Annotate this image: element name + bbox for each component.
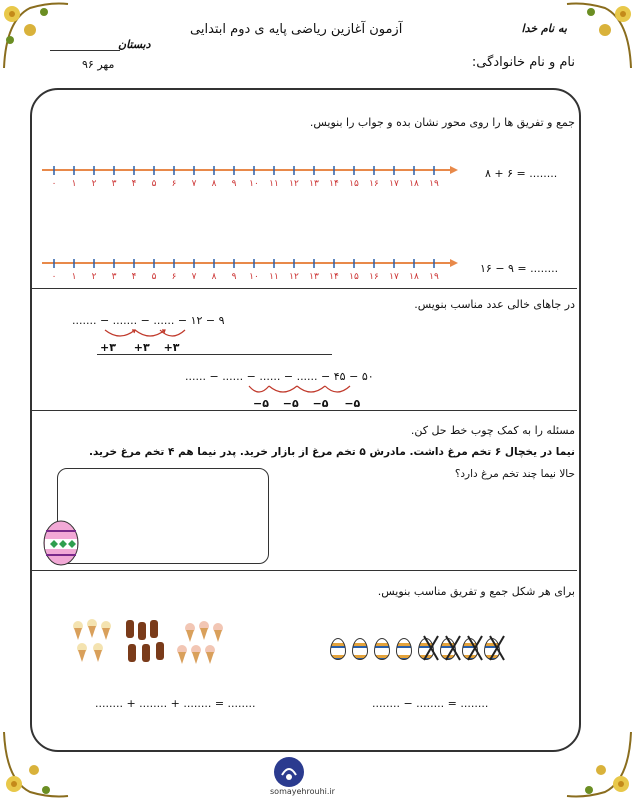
cross-out-marks [422, 634, 506, 662]
number-line-label: ۴ [131, 272, 137, 282]
number-line-label: ۴ [131, 179, 137, 189]
floral-corner-top-left [0, 0, 70, 70]
separator-line [97, 354, 332, 355]
number-line-label: ۱۸ [409, 272, 419, 282]
egg-icon [396, 638, 412, 660]
number-line-label: ۱۴ [329, 179, 339, 189]
step-label: −۵ [253, 397, 269, 410]
section4-instruction: برای هر شکل جمع و تفریق مناسب بنویس. [377, 585, 575, 598]
number-line-label: ۱۲ [289, 179, 299, 189]
number-line-label: ۵ [151, 272, 157, 282]
number-line-label: ۱۵ [349, 179, 359, 189]
number-line-label: ۳ [111, 179, 117, 189]
divider-2 [32, 410, 577, 411]
number-line-label: ۱۷ [389, 272, 399, 282]
equation-1: ۸ + ۶ = ........ [485, 167, 558, 180]
step-label: +۳ [100, 341, 116, 354]
number-line-label: ۱۹ [429, 179, 439, 189]
number-line-label: ۱ [71, 179, 77, 189]
number-line-label: ۹ [231, 272, 237, 282]
number-line-label: ۱۸ [409, 179, 419, 189]
number-line-label: ۱۰ [249, 272, 259, 282]
sequence-1: ۹ − ۱۲ − ...... − ....... − ....... [72, 314, 225, 327]
school-label: دبستان [118, 38, 151, 51]
easter-egg-icon [42, 515, 80, 567]
floral-corner-top-right [565, 0, 635, 70]
egg-icon [374, 638, 390, 660]
exam-date: مهر ۹۶ [82, 58, 115, 71]
number-line-label: ۱۶ [369, 272, 379, 282]
divider-3 [32, 570, 577, 571]
website-url[interactable]: somayehrouhi.ir [270, 787, 335, 796]
step-label: +۳ [133, 341, 150, 354]
sequence-2: ۵۰ − ۴۵ − ...... − ...... − ...... − ...... [185, 370, 374, 383]
number-line-label: ۱۱ [269, 179, 279, 189]
number-line-label: ۱۱ [269, 272, 279, 282]
number-line-label: ۸ [211, 179, 217, 189]
logo-mark-icon [274, 757, 304, 787]
site-logo [274, 757, 304, 787]
number-line-label: ۹ [231, 179, 237, 189]
food-pictures [68, 618, 238, 668]
number-line-label: ۵ [151, 179, 157, 189]
number-line-label: ۷ [191, 272, 197, 282]
number-line-label: ۶ [171, 272, 177, 282]
number-line-label: ۱ [71, 272, 77, 282]
number-line-label: ۱۹ [429, 272, 439, 282]
number-line-label: ۳ [111, 272, 117, 282]
number-line-label: ۱۰ [249, 179, 259, 189]
answer-equation-left: ........ + ........ + ........ = ........ [95, 697, 256, 710]
number-line-label: ۲ [91, 179, 97, 189]
number-line-label: ۱۵ [349, 272, 359, 282]
answer-equation-right: ........ − ........ = ........ [372, 697, 489, 710]
number-line-1 [40, 165, 460, 189]
problem-text-line2: حالا نیما چند تخم مرغ دارد؟ [454, 468, 575, 480]
number-line-2 [40, 258, 460, 282]
sequence-1-loops [100, 326, 190, 342]
step-label: −۵ [344, 397, 361, 410]
page-title: آزمون آغازین ریاضی پایه ی دوم ابتدایی [190, 22, 403, 37]
equation-2: ۱۶ − ۹ = ........ [480, 262, 559, 275]
number-line-label: ۷ [191, 179, 197, 189]
number-line-label: ۱۳ [309, 272, 319, 282]
tally-answer-box[interactable] [57, 468, 269, 564]
student-name-label: نام و نام خانوادگی: [471, 55, 575, 70]
number-line-label: ۶ [171, 179, 177, 189]
basmala: به نام خدا [521, 22, 567, 35]
step-label: −۵ [282, 397, 299, 410]
ice-cream-icon [68, 618, 238, 668]
egg-row [330, 634, 510, 662]
school-blank-line [50, 50, 120, 51]
number-line-label: ۲ [91, 272, 97, 282]
number-line-label: ۱۷ [389, 179, 399, 189]
section2-instruction: در جاهای خالی عدد مناسب بنویس. [414, 298, 575, 311]
number-line-label: ۱۲ [289, 272, 299, 282]
divider-1 [32, 288, 577, 289]
step-label: −۵ [312, 397, 329, 410]
number-line-label: ۱۴ [329, 272, 339, 282]
section1-instruction: جمع و تفریق ها را روی محور نشان بده و جواب را بنویس. [309, 116, 575, 129]
egg-icon [352, 638, 368, 660]
number-line-label: ۰ [51, 272, 57, 282]
number-line-label: ۸ [211, 272, 217, 282]
step-label: +۳ [163, 341, 180, 354]
sequence-2-loops [245, 382, 355, 398]
number-line-label: ۰ [51, 179, 57, 189]
egg-icon [330, 638, 346, 660]
number-line-label: ۱۶ [369, 179, 379, 189]
section3-instruction: مسئله را به کمک چوب خط حل کن. [410, 424, 575, 437]
number-line-label: ۱۳ [309, 179, 319, 189]
problem-text-line1: نیما در یخچال ۶ تخم مرغ داشت. مادرش ۵ تخم مرغ از بازار خرید. پدر نیما هم ۴ تخم مرغ خرید. [89, 446, 575, 458]
